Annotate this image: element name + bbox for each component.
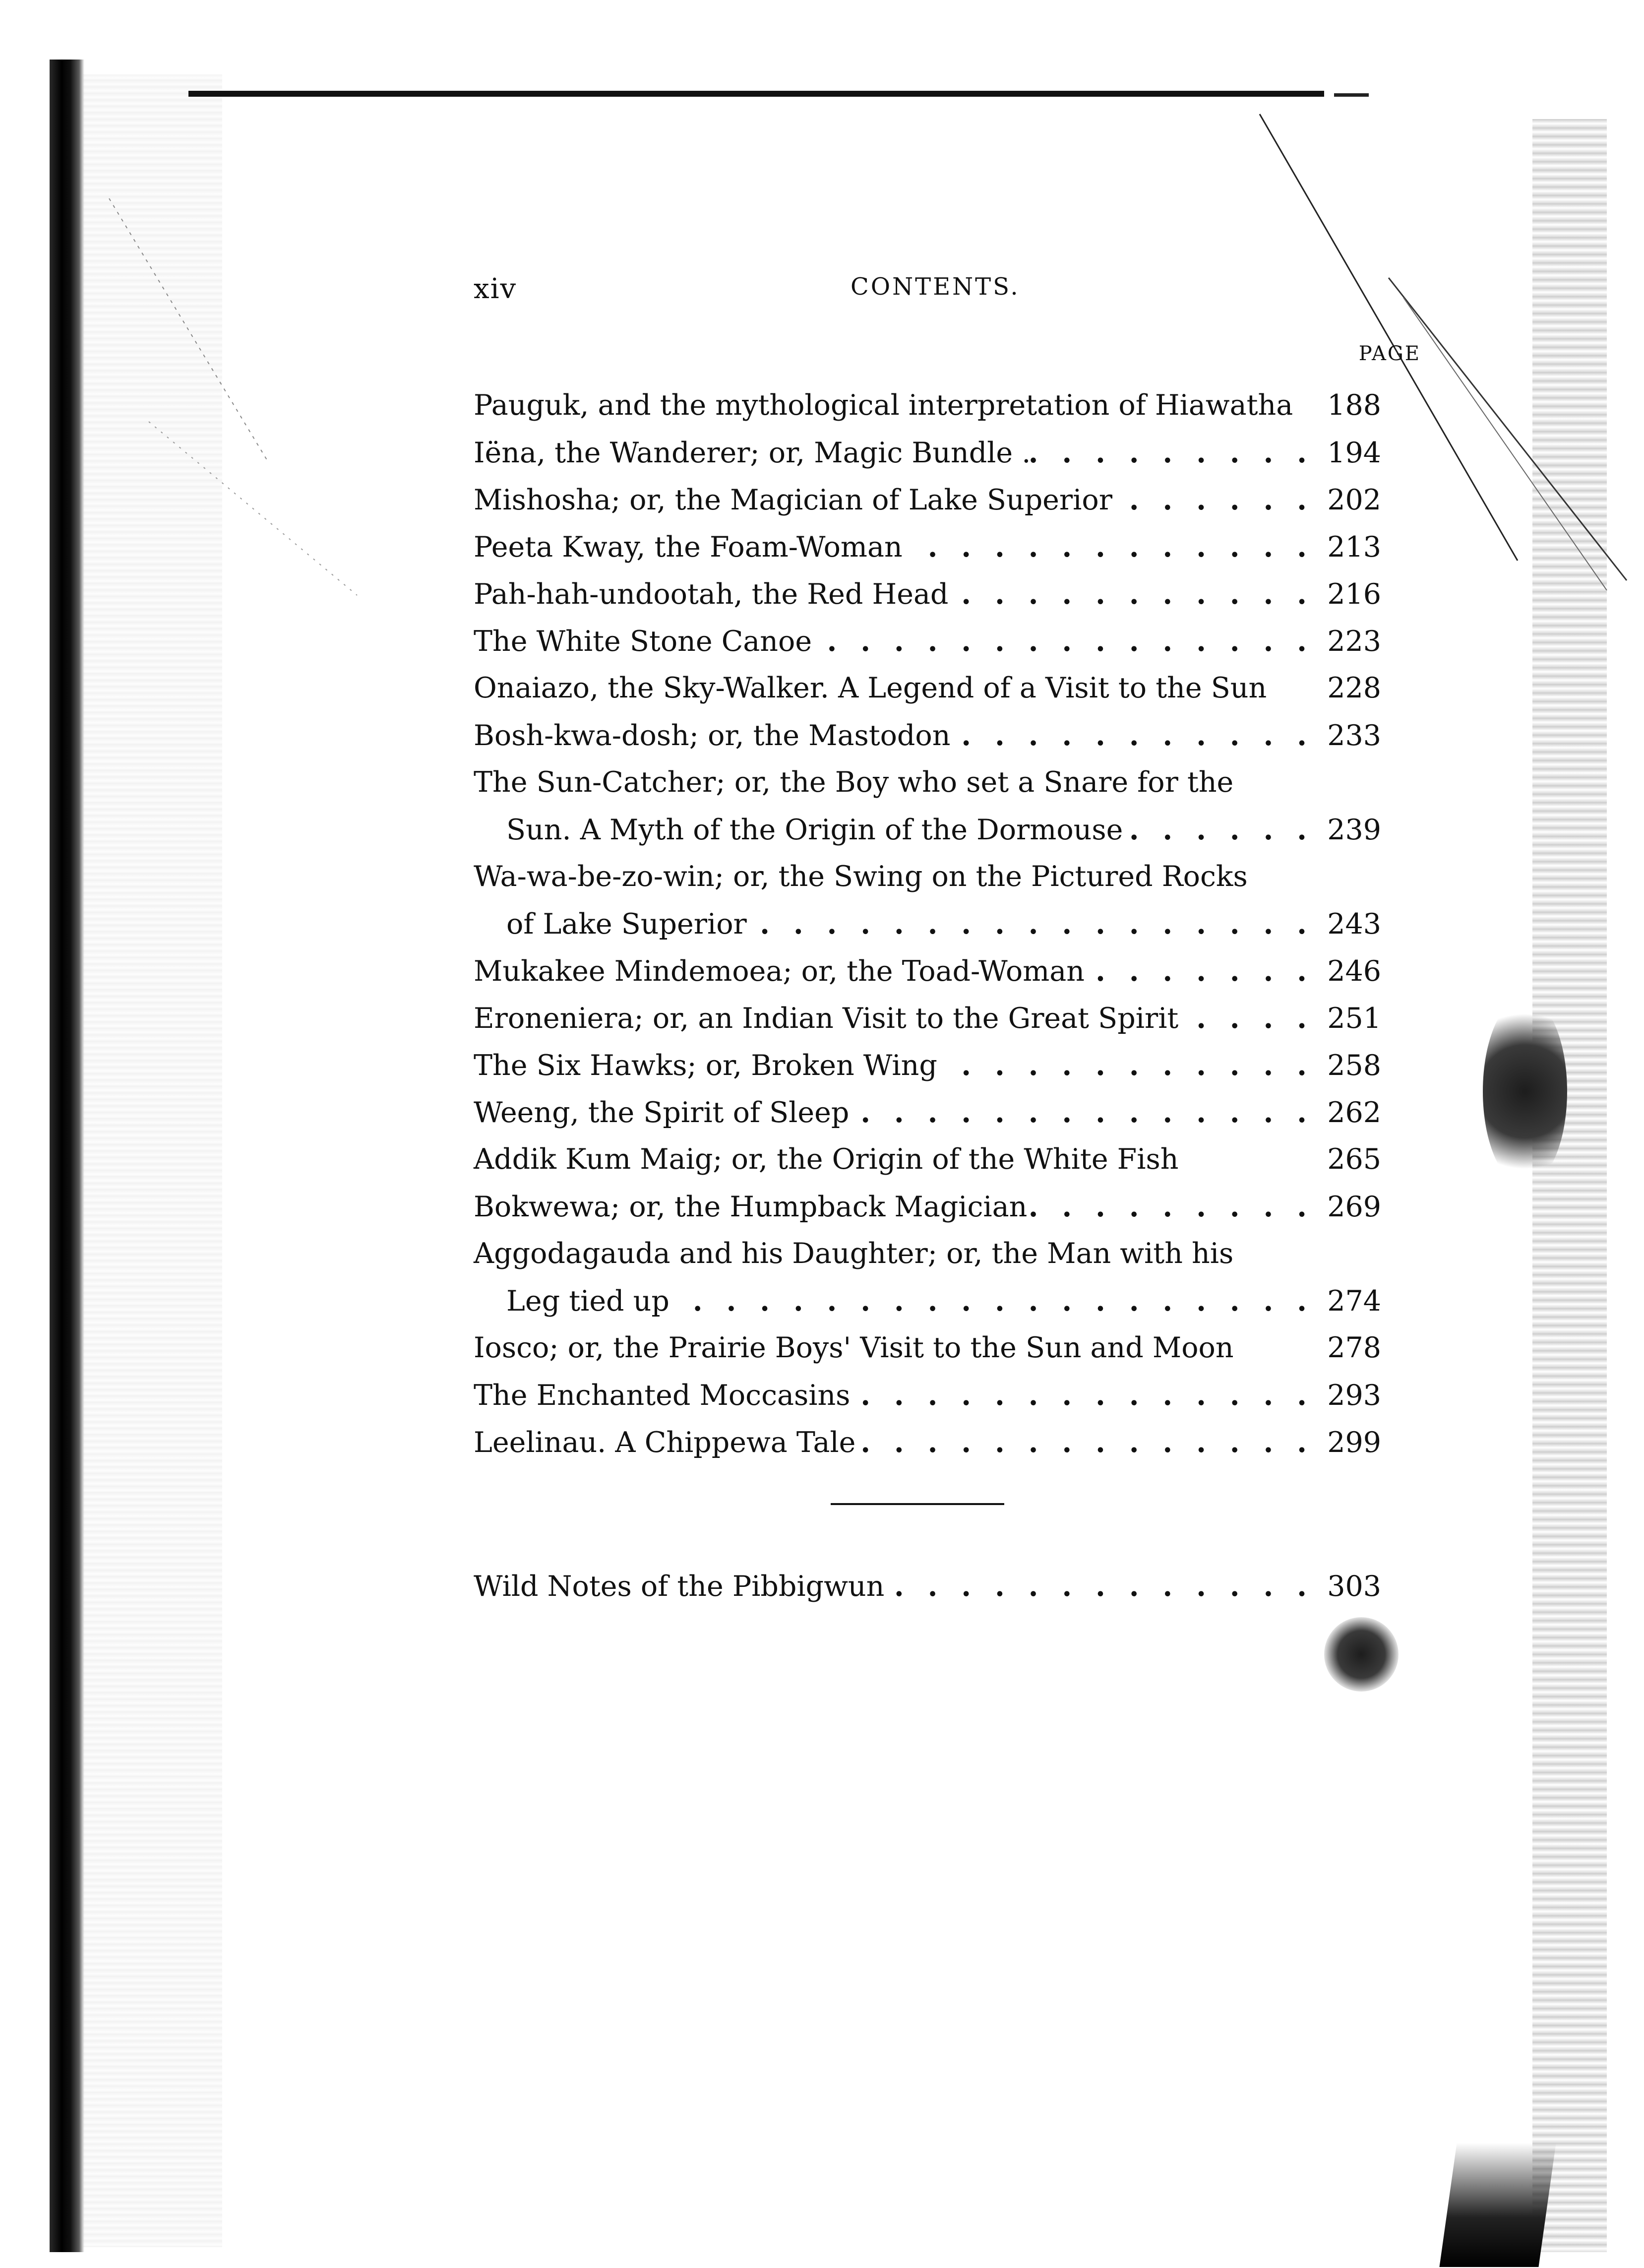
entry-page: 274 (1327, 1285, 1381, 1318)
entry-page: 303 (1327, 1570, 1381, 1603)
entry-line (474, 665, 1381, 712)
toc-entry (474, 523, 1381, 570)
entry-line (474, 476, 1381, 523)
dot-leader (850, 1372, 1314, 1419)
toc-entry (474, 1419, 1381, 1466)
running-head (474, 273, 1386, 313)
entry-title: Peeta Kway, the Foam-Woman (474, 531, 903, 564)
entry-line (474, 382, 1381, 429)
entry-title: The Enchanted Moccasins (474, 1379, 851, 1412)
entry-line (474, 1324, 1381, 1372)
entry-page: 293 (1327, 1379, 1381, 1412)
toc-entry (474, 1136, 1381, 1183)
entry-title: Wa-wa-be-zo-win; or, the Swing on the Pictured Rocks (474, 860, 1248, 893)
page-number: xiv (474, 273, 517, 305)
entry-title: Aggodagauda and his Daughter; or, the Man with his (474, 1237, 1234, 1270)
entry-line (474, 1183, 1381, 1230)
dot-leader (1031, 429, 1314, 476)
entry-title: Eroneniera; or, an Indian Visit to the Great Spirit (474, 1002, 1179, 1035)
dot-leader (747, 900, 1314, 947)
entry-page: 262 (1327, 1096, 1381, 1129)
entry-page: 188 (1327, 389, 1381, 422)
entry-line (474, 1277, 1381, 1324)
entry-page: 243 (1327, 908, 1381, 941)
dot-leader (884, 1563, 1314, 1610)
entry-page: 216 (1327, 578, 1381, 611)
dot-leader (1112, 476, 1314, 523)
entry-page: 246 (1327, 955, 1381, 988)
entry-page: 258 (1327, 1049, 1381, 1082)
entry-title: The White Stone Canoe (474, 625, 812, 658)
entry-line (474, 1042, 1381, 1089)
toc-entry (474, 1372, 1381, 1419)
entry-line (474, 429, 1381, 476)
entry-line (474, 712, 1381, 759)
entry-line (474, 759, 1381, 806)
entry-line (474, 1419, 1381, 1466)
entry-title: Iosco; or, the Prairie Boys' Visit to the Sun and Moon (474, 1331, 1234, 1364)
toc-entry (474, 712, 1381, 759)
toc-entry (474, 1042, 1381, 1089)
entry-line (474, 570, 1381, 618)
entry-line (474, 995, 1381, 1042)
dot-leader (849, 1089, 1314, 1136)
dot-leader (1085, 947, 1314, 995)
entry-title: Leg tied up (506, 1285, 670, 1318)
section-divider (831, 1503, 1004, 1505)
appendix-entry (474, 1563, 1381, 1610)
dot-leader (1027, 1183, 1314, 1230)
entry-title: The Sun-Catcher; or, the Boy who set a Snare for the (474, 766, 1234, 799)
entry-title: Bokwewa; or, the Humpback Magician (474, 1191, 1028, 1223)
toc-entry (474, 1183, 1381, 1230)
toc-entry (474, 1089, 1381, 1136)
toc-entry (474, 995, 1381, 1042)
entry-title: Leelinau. A Chippewa Tale (474, 1426, 856, 1459)
toc-entry (474, 947, 1381, 995)
entry-page: 233 (1327, 719, 1381, 752)
dot-leader (1178, 995, 1314, 1042)
contents-list (474, 382, 1381, 1466)
entry-page: 265 (1327, 1143, 1381, 1176)
entry-line (474, 1089, 1381, 1136)
dot-leader (812, 618, 1314, 665)
entry-title: Weeng, the Spirit of Sleep (474, 1096, 850, 1129)
page-column-label: PAGE (1358, 342, 1421, 365)
entry-line (474, 1372, 1381, 1419)
entry-line (474, 947, 1381, 995)
page-heading: CONTENTS. (851, 273, 1020, 301)
toc-entry (474, 1324, 1381, 1372)
entry-page: 194 (1327, 437, 1381, 469)
entry-title: Pah-hah-undootah, the Red Head (474, 578, 949, 611)
entry-page: 213 (1327, 531, 1381, 564)
entry-title: of Lake Superior (506, 908, 747, 941)
toc-entry (474, 618, 1381, 665)
toc-entry (474, 382, 1381, 429)
entry-page: 223 (1327, 625, 1381, 658)
dot-leader (670, 1277, 1314, 1324)
entry-line (474, 1230, 1381, 1277)
entry-page: 278 (1327, 1331, 1381, 1364)
entry-page: 251 (1327, 1002, 1381, 1035)
dot-leader (903, 523, 1314, 570)
toc-entry (474, 665, 1381, 712)
toc-entry (474, 759, 1381, 853)
dot-leader (950, 712, 1314, 759)
entry-line (474, 853, 1381, 900)
entry-page: 239 (1327, 814, 1381, 846)
entry-line (474, 523, 1381, 570)
entry-title: Mukakee Mindemoea; or, the Toad-Woman (474, 955, 1085, 988)
entry-title: Sun. A Myth of the Origin of the Dormouse (506, 814, 1123, 846)
entry-title: Addik Kum Maig; or, the Origin of the White Fish (474, 1143, 1179, 1176)
toc-entry (474, 429, 1381, 476)
entry-line (474, 900, 1381, 947)
entry-page: 269 (1327, 1191, 1381, 1223)
toc-entry (474, 1230, 1381, 1324)
dot-leader (1123, 806, 1314, 853)
entry-line (474, 806, 1381, 853)
entry-title: Wild Notes of the Pibbigwun (474, 1570, 885, 1603)
entry-line (474, 1136, 1381, 1183)
entry-page: 202 (1327, 484, 1381, 516)
entry-page: 228 (1327, 672, 1381, 704)
entry-page: 299 (1327, 1426, 1381, 1459)
entry-title: Iëna, the Wanderer; or, Magic Bundle . (474, 437, 1031, 469)
dot-leader (855, 1419, 1314, 1466)
dot-leader (948, 570, 1314, 618)
toc-entry (474, 570, 1381, 618)
entry-title: Mishosha; or, the Magician of Lake Superior (474, 484, 1112, 516)
dot-leader (937, 1042, 1314, 1089)
toc-entry (474, 853, 1381, 947)
entry-title: Onaiazo, the Sky-Walker. A Legend of a Visit to the Sun (474, 672, 1267, 704)
entry-title: The Six Hawks; or, Broken Wing (474, 1049, 937, 1082)
entry-title: Bosh-kwa-dosh; or, the Mastodon (474, 719, 951, 752)
entry-title: Pauguk, and the mythological interpretation of Hiawatha (474, 389, 1293, 422)
toc-entry (474, 476, 1381, 523)
entry-line (474, 618, 1381, 665)
